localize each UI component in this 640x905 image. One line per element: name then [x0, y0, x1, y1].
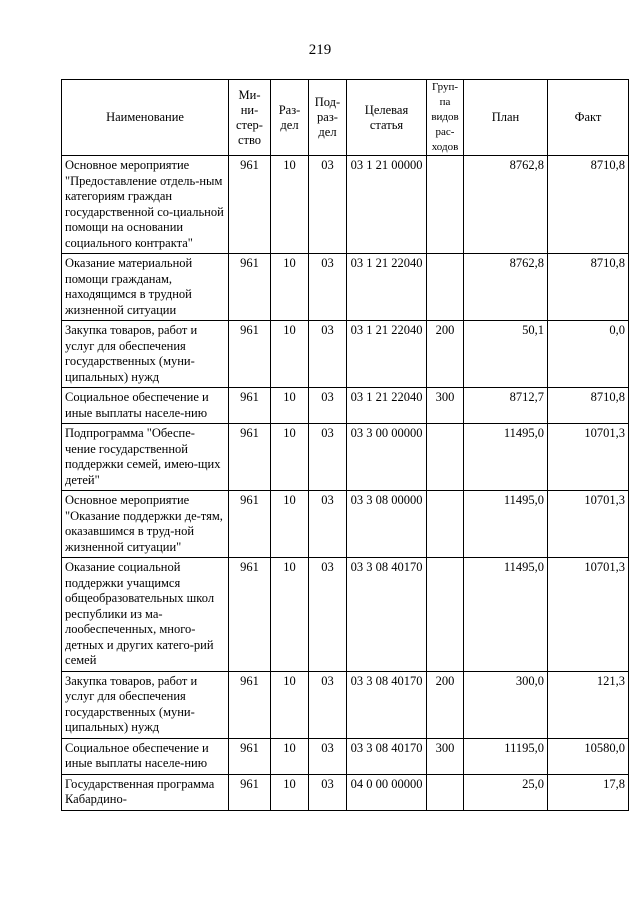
row-subsection: 03 — [309, 156, 347, 254]
row-name: Оказание социальной поддержки учащимся общеобразовательных школ республики из ма-лообеспеченных, много-детных и других катего-рий семей — [62, 558, 229, 672]
row-fact: 121,3 — [548, 671, 629, 738]
row-section: 10 — [271, 321, 309, 388]
row-target: 03 3 00 00000 — [347, 424, 427, 491]
row-plan: 8762,8 — [464, 156, 548, 254]
table-row — [62, 254, 629, 321]
row-ministry: 961 — [229, 558, 271, 672]
row-name: Социальное обеспечение и иные выплаты населе-нию — [62, 738, 229, 774]
row-plan: 300,0 — [464, 671, 548, 738]
row-target: 03 1 21 22040 — [347, 254, 427, 321]
row-subsection: 03 — [309, 774, 347, 810]
row-subsection: 03 — [309, 671, 347, 738]
row-section: 10 — [271, 424, 309, 491]
row-expense-group: 300 — [427, 738, 464, 774]
row-ministry: 961 — [229, 156, 271, 254]
row-plan: 8762,8 — [464, 254, 548, 321]
table-row — [62, 424, 629, 491]
table-row — [62, 388, 629, 424]
row-ministry: 961 — [229, 388, 271, 424]
row-plan: 11495,0 — [464, 491, 548, 558]
row-ministry: 961 — [229, 321, 271, 388]
budget-table — [61, 79, 629, 811]
row-fact: 8710,8 — [548, 388, 629, 424]
row-name: Социальное обеспечение и иные выплаты населе-нию — [62, 388, 229, 424]
row-subsection: 03 — [309, 738, 347, 774]
row-ministry: 961 — [229, 774, 271, 810]
row-section: 10 — [271, 738, 309, 774]
row-subsection: 03 — [309, 558, 347, 672]
header-row — [62, 80, 629, 156]
row-name: Подпрограмма "Обеспе-чение государственной поддержки семей, имею-щих детей" — [62, 424, 229, 491]
table-row — [62, 156, 629, 254]
row-expense-group: 300 — [427, 388, 464, 424]
page-number: 219 — [308, 42, 332, 58]
row-section: 10 — [271, 671, 309, 738]
header-fact: Факт — [548, 80, 629, 156]
row-target: 03 3 08 40170 — [347, 671, 427, 738]
row-subsection: 03 — [309, 491, 347, 558]
row-plan: 25,0 — [464, 774, 548, 810]
row-ministry: 961 — [229, 738, 271, 774]
row-fact: 10701,3 — [548, 491, 629, 558]
table-row — [62, 558, 629, 672]
row-subsection: 03 — [309, 388, 347, 424]
row-section: 10 — [271, 491, 309, 558]
row-plan: 50,1 — [464, 321, 548, 388]
row-fact: 8710,8 — [548, 156, 629, 254]
row-fact: 10701,3 — [548, 558, 629, 672]
row-expense-group: 200 — [427, 671, 464, 738]
row-target: 03 3 08 00000 — [347, 491, 427, 558]
row-plan: 11495,0 — [464, 558, 548, 672]
row-target: 03 3 08 40170 — [347, 738, 427, 774]
table-row — [62, 491, 629, 558]
row-name: Основное мероприятие "Предоставление отдель-ным категориям граждан государственной со-циальной помощи на основании социального контракта" — [62, 156, 229, 254]
row-fact: 10701,3 — [548, 424, 629, 491]
row-plan: 11195,0 — [464, 738, 548, 774]
row-subsection: 03 — [309, 424, 347, 491]
table-row — [62, 774, 629, 810]
header-subsection: Под- раз- дел — [309, 80, 347, 156]
row-name: Закупка товаров, работ и услуг для обеспечения государственных (муни-ципальных) нужд — [62, 321, 229, 388]
row-ministry: 961 — [229, 491, 271, 558]
row-ministry: 961 — [229, 671, 271, 738]
row-target: 03 1 21 00000 — [347, 156, 427, 254]
row-section: 10 — [271, 774, 309, 810]
row-expense-group — [427, 774, 464, 810]
row-plan: 11495,0 — [464, 424, 548, 491]
row-expense-group — [427, 491, 464, 558]
row-target: 03 1 21 22040 — [347, 321, 427, 388]
row-section: 10 — [271, 558, 309, 672]
row-expense-group — [427, 156, 464, 254]
row-target: 04 0 00 00000 — [347, 774, 427, 810]
header-ministry: Ми- ни- стер- ство — [229, 80, 271, 156]
table-row — [62, 671, 629, 738]
header-section: Раз- дел — [271, 80, 309, 156]
header-plan: План — [464, 80, 548, 156]
row-section: 10 — [271, 254, 309, 321]
table-row — [62, 738, 629, 774]
table-row — [62, 321, 629, 388]
row-section: 10 — [271, 156, 309, 254]
row-name: Оказание материальной помощи гражданам, находящимся в трудной жизненной ситуации — [62, 254, 229, 321]
row-subsection: 03 — [309, 321, 347, 388]
row-name: Основное мероприятие "Оказание поддержки де-тям, оказавшимся в труд-ной жизненной ситуации" — [62, 491, 229, 558]
row-name: Закупка товаров, работ и услуг для обеспечения государственных (муни-ципальных) нужд — [62, 671, 229, 738]
row-section: 10 — [271, 388, 309, 424]
row-subsection: 03 — [309, 254, 347, 321]
row-name: Государственная программа Кабардино- — [62, 774, 229, 810]
row-target: 03 3 08 40170 — [347, 558, 427, 672]
row-expense-group — [427, 558, 464, 672]
row-fact: 0,0 — [548, 321, 629, 388]
row-expense-group — [427, 254, 464, 321]
row-expense-group — [427, 424, 464, 491]
row-expense-group: 200 — [427, 321, 464, 388]
row-fact: 8710,8 — [548, 254, 629, 321]
row-plan: 8712,7 — [464, 388, 548, 424]
row-ministry: 961 — [229, 254, 271, 321]
row-fact: 10580,0 — [548, 738, 629, 774]
header-target: Целевая статья — [347, 80, 427, 156]
row-target: 03 1 21 22040 — [347, 388, 427, 424]
row-ministry: 961 — [229, 424, 271, 491]
header-expense-group: Груп- па видов рас- ходов — [427, 80, 464, 156]
row-fact: 17,8 — [548, 774, 629, 810]
header-name: Наименование — [62, 80, 229, 156]
